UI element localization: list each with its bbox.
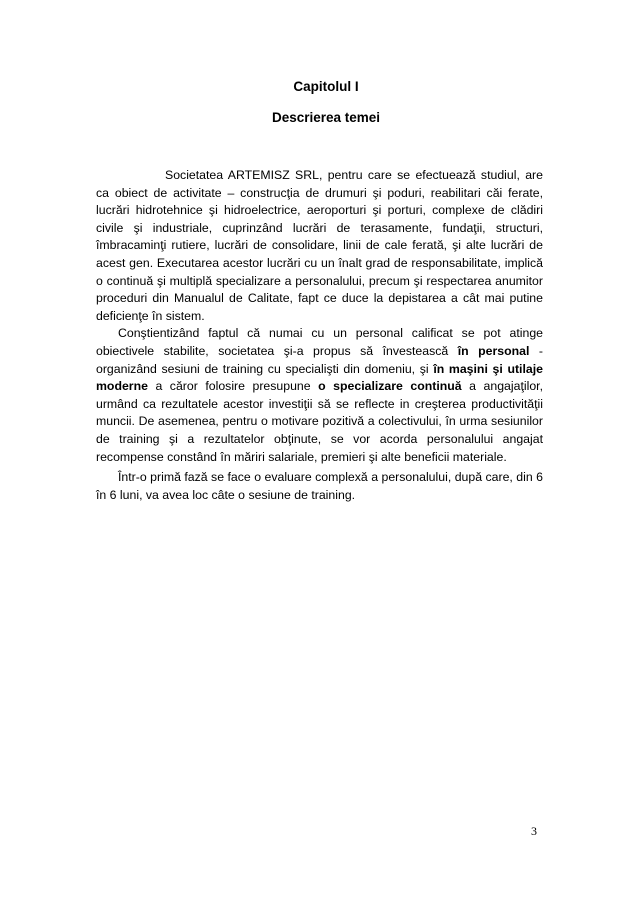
bold-phrase-masini-utilaje: în maşini şi utilaje moderne [96, 361, 543, 394]
paragraph-3-run-1: Într-o primă fază se face o evaluare complexă a personalului, după care, din 6 în 6 luni, va avea loc câte o sesiune de training. [96, 470, 543, 502]
bold-phrase-in-personal: în personal [457, 343, 530, 358]
paragraph-3 [96, 469, 543, 504]
paragraph-2-run-5: a căror folosire presupune [147, 379, 319, 394]
paragraph-2 [96, 325, 543, 466]
chapter-title: Capitolul I [293, 79, 359, 94]
body-text [96, 167, 543, 504]
paragraph-2-run-7: a angajaţilor, urmând ca rezultatele acestor investiţii să se reflecte in creşterea productivităţii muncii. De asemenea, pentru o motivare pozitivă a colectivului, în urma sesiunilor de training şi a rezultatelor obţinute, se vor acorda personalului angajat recompense constând în măriri salariale, premieri şi alte beneficii materiale. [96, 379, 544, 464]
paragraph-1-run-1: Societatea ARTEMISZ SRL, pentru care se efectuează studiul, are ca obiect de activitate – construcţia de drumuri şi poduri, reabilitari căi ferate, lucrări hidrotehnice şi hidroelectrice, aeroporturi şi porturi, complexe de clădiri civile şi industriale, cuprinzând lucrări de terasamente, fundaţii, structuri, îmbracaminţi rutiere, lucrări de consolidare, linii de cale ferată, şi alte lucrări de acest gen. Executarea acestor lucrări cu un înalt grad de responsabilitate, implică o continuă şi multiplă specializare a personalului, precum şi respectarea anumitor proceduri din Manualul de Calitate, fapt ce duce la depistarea a cât mai putine deficienţe în sistem. [96, 168, 543, 323]
chapter-subtitle: Descrierea temei [271, 110, 381, 125]
bold-phrase-specializare-continua: o specializare continuă [318, 379, 462, 394]
page-number: 3 [531, 824, 537, 838]
paragraph-2-run-1: Conştientizând faptul că numai cu un personal calificat se pot atinge obiectivele stabilite, societatea şi-a propus să învestească [96, 326, 543, 358]
paragraph-2-run-3: - organizând sesiuni de training cu specialişti din domeniu, şi [96, 343, 543, 376]
paragraph-1 [96, 167, 543, 325]
